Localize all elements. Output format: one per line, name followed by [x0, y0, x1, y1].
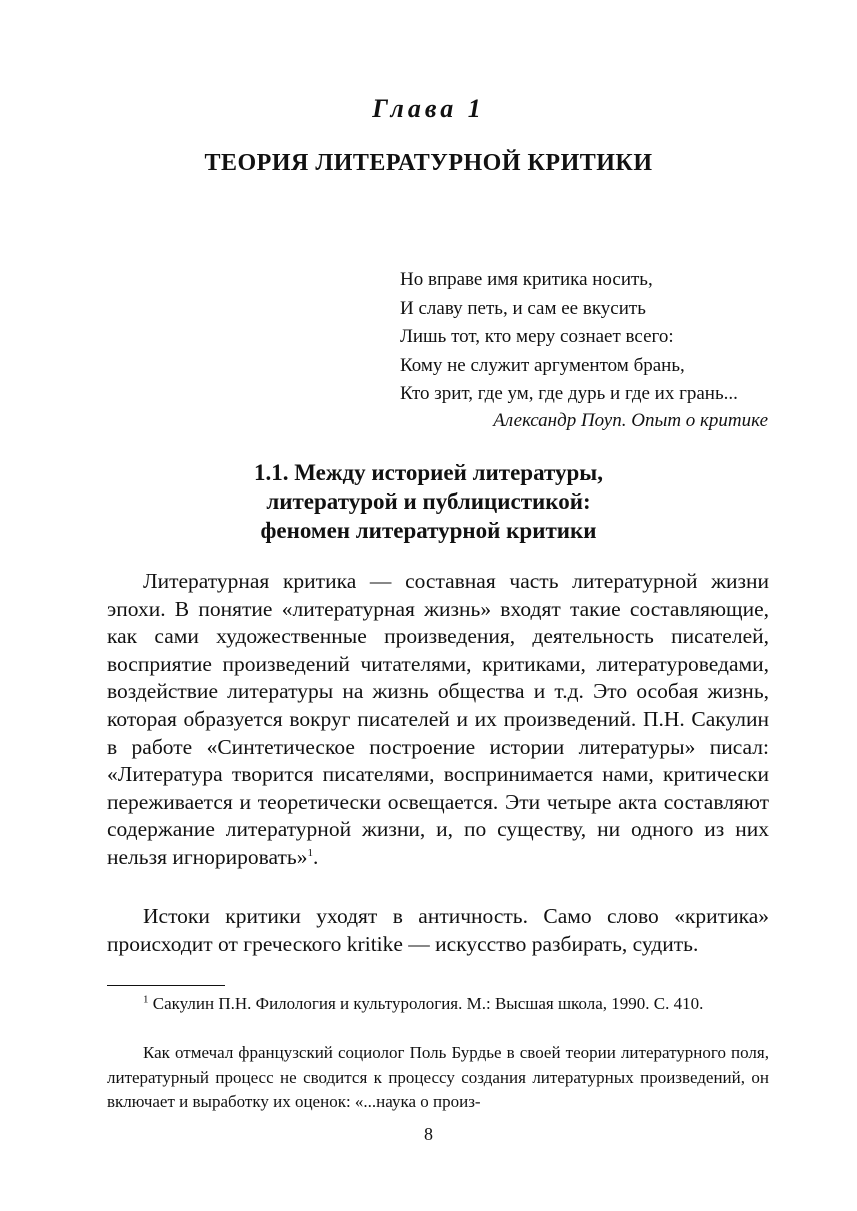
epigraph-line: Но вправе имя критика носить,	[400, 269, 653, 290]
footnote	[107, 992, 769, 1017]
section-heading-line: литературой и публицистикой:	[266, 489, 591, 514]
footnote-continuation	[107, 1041, 769, 1115]
paragraph-end: .	[312, 844, 319, 869]
epigraph-line: Кому не служит аргументом брань,	[400, 354, 685, 376]
section-heading-line: 1.1. Между историей литературы,	[254, 460, 603, 485]
footnote-text: Как отмечал французский социолог Поль Бурдье в своей теории литературного поля, литературный процесс не сводится к процессу создания литературных произведений, он включает и выработку их оценок: «...наука о произ-	[107, 1043, 769, 1111]
section-heading-line: феномен литературной критики	[260, 518, 597, 543]
epigraph	[400, 266, 780, 431]
footnote-text: Сакулин П.Н. Филология и культурология. М.: Высшая школа, 1990. С. 410.	[148, 994, 704, 1013]
footnote-reference[interactable]: 1	[307, 846, 313, 859]
section-heading	[0, 458, 857, 545]
paragraph-text: Литературная критика — составная часть литературной жизни эпохи. В понятие «литературная жизнь» входят такие составляющие, как сами художественные произведения, деятельность писателей, восприятие произведений читателями, критиками, литературоведами, воздействие литературы на жизнь общества и т.д. Это особая жизнь, которая образуется вокруг писателей и их произведений. П.Н. Сакулин в работе «Синтетическое построение истории литературы» писал: «Литература творится писателями, воспринимается нами, критически переживается и теоретически освещается. Эти четыре акта составляют содержание литературной жизни, и, по существу, ни одного из них нельзя игнорировать»	[107, 569, 769, 869]
chapter-title: ТЕОРИЯ ЛИТЕРАТУРНОЙ КРИТИКИ	[204, 150, 653, 176]
epigraph-line: И славу петь, и сам ее вкусить	[400, 297, 646, 319]
paragraph-text: Истоки критики уходят в античность. Само слово «критика» происходит от греческого kritike — искусство разбирать, судить.	[107, 904, 769, 956]
body-paragraph	[107, 568, 769, 872]
footnote-mark: 1	[143, 993, 149, 1006]
page-number: 8	[424, 1124, 433, 1144]
epigraph-line: Кто зрит, где ум, где дурь и где их грань...	[400, 383, 738, 405]
epigraph-line: Лишь тот, кто меру сознает всего:	[400, 326, 674, 348]
chapter-label: Глава 1	[372, 94, 485, 123]
epigraph-attribution: Александр Поуп. Опыт о критике	[493, 410, 768, 431]
body-paragraph	[107, 903, 769, 958]
footnote-separator	[107, 985, 225, 986]
